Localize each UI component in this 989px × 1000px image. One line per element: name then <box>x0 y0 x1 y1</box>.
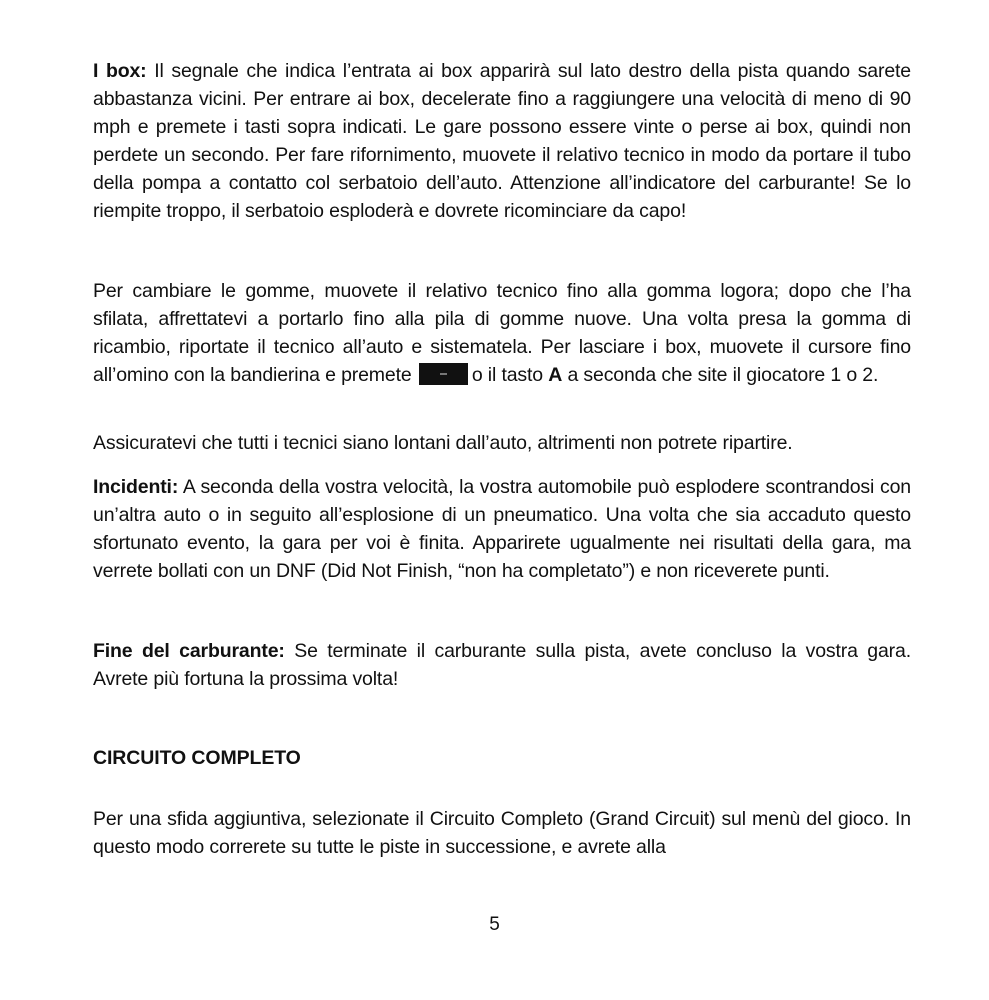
box-text: Il segnale che indica l’entrata ai box apparirà sul lato destro della pista quando sarete abbastanza vicini. Per entrare ai box, decelerate fino a raggiungere una velocità di meno di 90 mph e premete i tasti sopra indicati. Le gare possono essere vinte o perse ai box, quindi non perdete un secondo. Per fare rifornimento, muovete il relativo tecnico in modo da portare il tubo della pompa a contatto col serbatoio dell’auto. Attenzione all’indicatore del carburante! Se lo riempite troppo, il serbatoio esploderà e dovrete ricominciare da capo! <box>93 60 911 222</box>
accidents-paragraph <box>93 473 911 585</box>
section-heading: CIRCUITO COMPLETO <box>93 747 301 769</box>
mechanics-text: Assicuratevi che tutti i tecnici siano lontani dall’auto, altrimenti non potrete ripartire. <box>93 432 793 454</box>
tyres-text-after: a seconda che site il giocatore 1 o 2. <box>562 364 879 386</box>
fuel-out-paragraph <box>93 637 911 693</box>
page-number: 5 <box>489 914 500 935</box>
grand-circuit-paragraph <box>93 805 911 861</box>
box-paragraph <box>93 57 911 225</box>
tyres-text: Per cambiare le gomme, muovete il relativo tecnico fino alla gomma logora; dopo che l’ha sfilata, affrettatevi a portarlo fino alla pila di gomme nuove. Una volta presa la gomma di ricambio, riportate il tecnico all’auto e sistematela. Per lasciare i box, muovete il cursore fino all’omino con la bandierina e premete <box>93 280 911 386</box>
tyres-paragraph <box>93 277 911 389</box>
tyres-text-mid: o il tasto <box>471 364 549 386</box>
box-lead: I box: <box>93 60 147 82</box>
mechanics-paragraph <box>93 429 911 457</box>
fuel-out-lead: Fine del carburante: <box>93 640 285 662</box>
accidents-lead: Incidenti: <box>93 476 179 498</box>
select-key-icon <box>419 363 468 385</box>
key-letter: A <box>548 364 563 386</box>
fuel-out-text: Se terminate il carburante sulla pista, avete concluso la vostra gara. Avrete più fortuna la prossima volta! <box>93 640 911 690</box>
accidents-text: A seconda della vostra velocità, la vostra automobile può esplodere scontrandosi con un’altra auto o in seguito all’esplosione di un pneumatico. Una volta che sia accaduto questo sfortunato evento, la gara per voi è finita. Apparirete ugualmente nei risultati della gara, ma verrete bollati con un DNF (Did Not Finish, “non ha completato”) e non riceverete punti. <box>93 476 911 582</box>
grand-circuit-text: Per una sfida aggiuntiva, selezionate il Circuito Completo (Grand Circuit) sul menù del gioco. In questo modo correrete su tutte le piste in successione, e avrete alla <box>93 808 911 858</box>
